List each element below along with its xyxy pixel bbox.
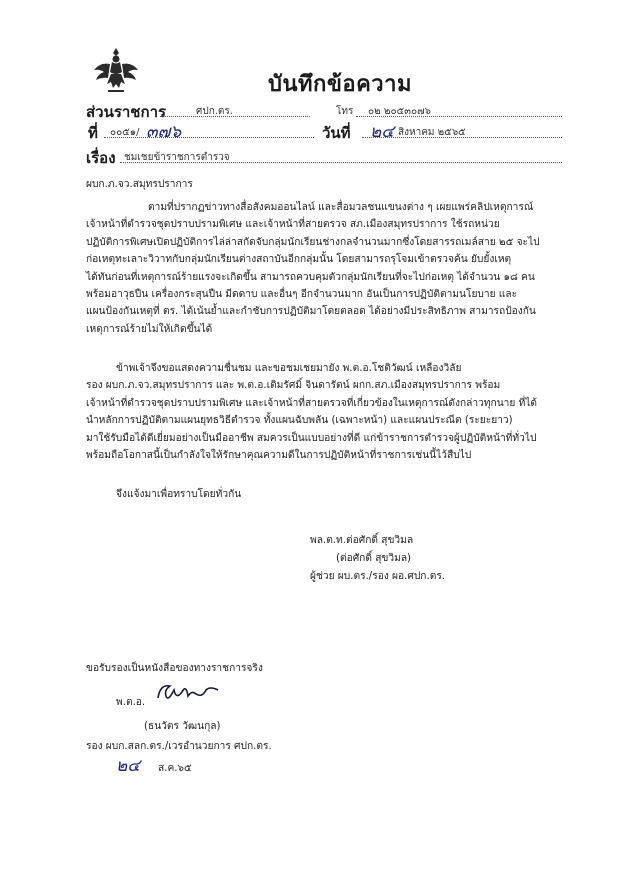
department-dotline bbox=[160, 116, 310, 117]
department-value: ศปก.ตร. bbox=[196, 106, 233, 117]
ref-label: ที่ bbox=[88, 124, 98, 142]
paragraph-1 bbox=[86, 199, 562, 338]
paragraph-line: พร้อมถือโอกาสนี้เป็นกำลังใจให้รักษาคุณความดีในการปฏิบัติหน้าที่ราชการเช่นนี้ไว้สืบไป bbox=[86, 450, 472, 462]
ref-value: ๐๐๕๑/ bbox=[110, 127, 140, 138]
date-handwritten: ๒๔ bbox=[370, 122, 395, 142]
paragraph-line: เหตุการณ์ร้ายไม่ให้เกิดขึ้นได้ bbox=[86, 323, 213, 335]
paragraph-line: เจ้าหน้าที่ตำรวจชุดปราบปรามพิเศษ และเจ้าหน้าที่สายตรวจ สภ.เมืองสมุทรปราการ ใช้รถหน่วย bbox=[86, 219, 500, 231]
signer-name: (ต่อศักดิ์ สุขวิมล) bbox=[336, 553, 412, 564]
paragraph-line: รอง ผบก.ภ.จว.สมุทรปราการ และ พ.ต.อ.เติมรัศมิ์ จินดารัตน์ ผกก.สภ.เมืองสมุทรปราการ พร้อม bbox=[86, 380, 501, 392]
paragraph-2 bbox=[86, 360, 562, 464]
certifier-rank: พ.ต.อ. bbox=[116, 697, 146, 708]
paragraph-line: แผนป้องกันเหตุที่ ตร. ได้เน้นย้ำและกำชับการปฏิบัติมาโดยตลอด ได้อย่างมีประสิทธิภาพ สามารถป้องกัน bbox=[86, 306, 536, 318]
certification-date: ส.ค.๖๕ bbox=[158, 763, 192, 774]
certifier-position: รอง ผบก.สลก.ตร./เวรอำนวยการ ศปก.ตร. bbox=[86, 741, 272, 752]
paragraph-line: พร้อมอาวุธปืน เครื่องกระสุนปืน มีดดาบ และอื่นๆ อีกจำนวนมาก อันเป็นการปฏิบัติตามนโยบาย และ bbox=[86, 289, 518, 301]
handwritten-signature bbox=[150, 680, 230, 708]
paragraph-line: ได้ทันก่อนที่เหตุการณ์ร้ายแรงจะเกิดขึ้น สามารถควบคุมตัวกลุ่มนักเรียนที่จะไปก่อเหตุ ได้จำนวน ๑๘ คน bbox=[86, 271, 535, 283]
paragraph-line: เจ้าหน้าที่ตำรวจชุดปราบปรามพิเศษ และเจ้าหน้าที่สายตรวจที่เกี่ยวข้องในเหตุการณ์ดังกล่าวทุกนาย ที่ได้ bbox=[86, 397, 538, 409]
paragraph-line: มาใช้รับมือได้ดีเยี่ยมอย่างเป็นมืออาชีพ สมควรเป็นแบบอย่างที่ดี แก่ข้าราชการตำรวจผู้ปฏิบัติหน้าที่ทั่วไป bbox=[86, 432, 537, 444]
certification-date-handwritten: ๒๔ bbox=[116, 756, 141, 776]
paragraph-line: ปฏิบัติการพิเศษเปิดปฏิบัติการไล่ล่าสกัดจับกลุ่มนักเรียนช่างกลจำนวนมากซึ่งโดยสารรถเมล์สาย ๒๕ จะไป bbox=[86, 236, 540, 248]
signer-position: ผู้ช่วย ผบ.ตร./รอง ผอ.ศปก.ตร. bbox=[310, 571, 446, 582]
certifier-name: (ธนวัตร วัฒนกุล) bbox=[144, 721, 221, 732]
memo-title: บันทึกข้อความ bbox=[268, 72, 413, 97]
addressee: ผบก.ภ.จว.สมุทรปราการ bbox=[86, 179, 193, 190]
subject-label: เรื่อง bbox=[86, 149, 116, 167]
paragraph-line: ตามที่ปรากฏข่าวทางสื่อสังคมออนไลน์ และสื่อมวลชนแขนงต่าง ๆ เผยแพร่คลิปเหตุการณ์ bbox=[148, 202, 534, 213]
phone-value: ๐๒ ๒๐๕๓๐๗๖ bbox=[368, 106, 431, 117]
department-label: ส่วนราชการ bbox=[86, 103, 167, 121]
ref-handwritten: ๓๗๖ bbox=[146, 122, 182, 142]
paragraph-line: ก่อเหตุทะเลาะวิวาทกับกลุ่มนักเรียนต่างสถาบันอีกกลุ่มนั้น โดยสามารถรุโจมเข้าตรวจค้น ยับยั้งเหตุ bbox=[86, 254, 512, 266]
signer-rank-name: พล.ต.ท.ต่อศักดิ์ สุขวิมล bbox=[310, 535, 414, 546]
date-value: สิงหาคม ๒๕๖๕ bbox=[398, 127, 466, 138]
certification-statement: ขอรับรองเป็นหนังสือของทางราชการจริง bbox=[86, 663, 263, 674]
garuda-emblem bbox=[92, 46, 140, 94]
subject-value: ชมเชยข้าราชการตำรวจ bbox=[124, 152, 230, 163]
paragraph-line: นำหลักการปฏิบัติตามแผนยุทธวิธีตำรวจ ทั้งแผนฉับพลัน (เฉพาะหน้า) และแผนประณีต (ระยะยาว) bbox=[86, 415, 513, 427]
closing-line: จึงแจ้งมาเพื่อทราบโดยทั่วกัน bbox=[116, 489, 242, 500]
phone-label: โทร bbox=[336, 106, 354, 117]
paragraph-line: ข้าพเจ้าจึงขอแสดงความชื่นชม และขอชมเชยมายัง พ.ต.อ.โชติวัฒน์ เหลืองวิลัย bbox=[116, 363, 462, 374]
date-label: วันที่ bbox=[322, 124, 351, 142]
